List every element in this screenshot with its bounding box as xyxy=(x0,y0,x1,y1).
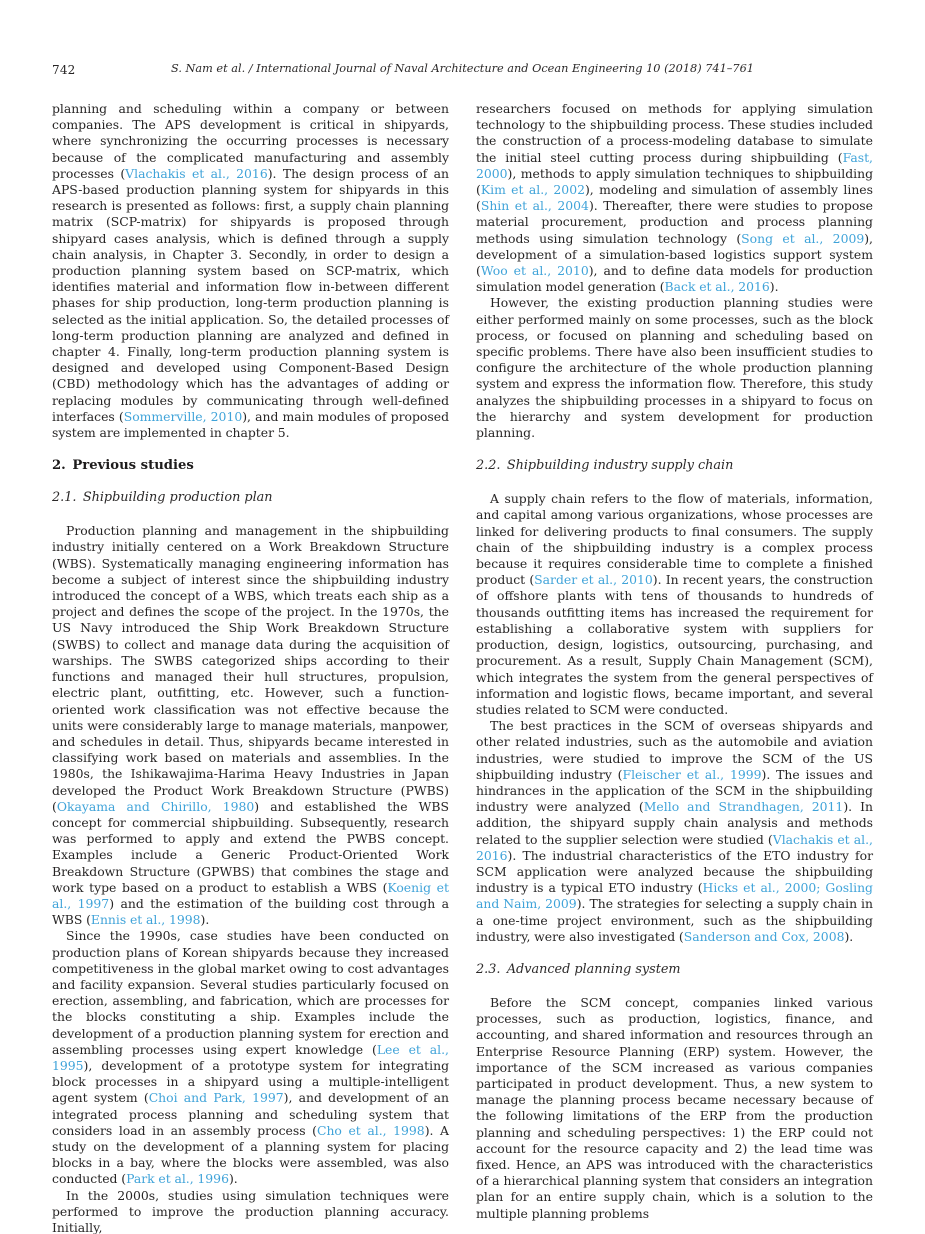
citation-link[interactable]: Lee et al., 1995 xyxy=(52,1041,449,1073)
citation-link[interactable]: Vlachakis et al., 2016 xyxy=(476,831,873,863)
paragraph: Production planning and management in the shipbuilding industry initially centered on a Work Breakdown Structure (WBS). Systematically managing engineering information has become a subject of interest since the shipbuilding industry introduced the concept of a WBS, which treats each ship as a project and defines the scope of the project. In the 1970s, the US Navy introduced the Ship Work Breakdown Structure (SWBS) to collect and manage data during the acquisition of warships. The SWBS categorized ships according to their functions and managed their hull structures, propulsion, electric plant, outfitting, etc. However, such a function-oriented work classification was not effective because the units were considerably large to manage materials, manpower, and schedules in detail. Thus, shipyards became interested in classifying work based on materials and assemblies. In the 1980s, the Ishikawajima-Harima Heavy Industries in Japan developed the Product Work Breakdown Structure (PWBS) (Okayama and Chirillo, 1980) and established the WBS concept for commercial shipbuilding. Subsequently, research was performed to apply and extend the PWBS concept. Examples include a Generic Product-Oriented Work Breakdown Structure (GPWBS) that combines the stage and work type based on a product to establish a WBS (Koenig et al., 1997) and the estimation of the building cost through a WBS (Ennis et al., 1998). xyxy=(52,523,449,928)
running-head xyxy=(52,62,873,80)
paragraph: The best practices in the SCM of overseas shipyards and other related industries, such as the automobile and aviation industries, were studied to improve the SCM of the US shipbuilding industry (Fleischer et al., 1999). The issues and hindrances in the application of the SCM in the shipbuilding industry were analyzed (Mello and Strandhagen, 2011). In addition, the shipyard supply chain analysis and methods related to the supplier selection were studied (Vlachakis et al., 2016). The industrial characteristics of the ETO industry for SCM application were analyzed because the shipbuilding industry is a typical ETO industry (Hicks et al., 2000; Gosling and Naim, 2009). The strategies for selecting a supply chain in a one-time project environment, such as the shipbuilding industry, were also investigated (Sanderson and Cox, 2008). xyxy=(476,718,874,944)
citation-link[interactable]: Okayama and Chirillo, 1980 xyxy=(56,798,255,814)
paragraph: planning and scheduling within a company or between companies. The APS development is critical in shipyards, where synchronizing the occurring processes is necessary because of the complicated manufacturing and assembly processes (Vlachakis et al., 2016). The design process of an APS-based production planning system for shipyards in this research is presented as follows: first, a supply chain planning matrix (SCP-matrix) for shipyards is proposed through shipyard cases analysis, which is defined through a supply chain analysis, in Chapter 3. Secondly, in order to design a production planning system based on SCP-matrix, which identifies material and information flow in-between different phases for ship production, long-term production planning is selected as the initial application. So, the detailed processes of long-term production planning are analyzed and defined in chapter 4. Finally, long-term production planning system is designed and developed using Component-Based Design (CBD) methodology which has the advantages of adding or replacing modules by communicating through well-defined interfaces (Sommerville, 2010), and main modules of proposed system are implemented in chapter 5. xyxy=(52,101,449,441)
citation-link[interactable]: Fast, 2000 xyxy=(476,149,873,181)
citation-link[interactable]: Sommerville, 2010 xyxy=(123,408,243,424)
citation-link[interactable]: Shin et al., 2004 xyxy=(480,198,589,214)
citation-link[interactable]: Ennis et al., 1998 xyxy=(90,912,201,928)
citation-link[interactable]: Sanderson and Cox, 2008 xyxy=(683,928,845,944)
citation-link[interactable]: Koenig et al., 1997 xyxy=(52,879,449,911)
paragraph: Before the SCM concept, companies linked various processes, such as production, logistics, finance, and accounting, and shared information and resources through an Enterprise Resource Planning (ERP) system. However, the importance of the SCM increased as various companies participated in product development. Thus, a new system to manage the planning process became necessary because of the following limitations of the ERP from the production planning and scheduling perspectives: 1) the ERP could not account for the resource capacity and 2) the lead time was fixed. Hence, an APS was introduced with the characteristics of a hierarchical planning system that considers an integration plan for an entire supply chain, which is a solution to the multiple planning problems xyxy=(476,994,873,1221)
subsection-heading: 2.1. Shipbuilding production plan xyxy=(52,490,273,506)
citation-link[interactable]: Vlachakis et al., 2016 xyxy=(125,165,268,181)
right-column xyxy=(476,101,873,1234)
citation-link[interactable]: Sarder et al., 2010 xyxy=(534,572,653,588)
citation-link[interactable]: Park et al., 1996 xyxy=(126,1171,229,1187)
citation-link[interactable]: Back et al., 2016 xyxy=(664,279,770,295)
citation-link[interactable]: Mello and Strandhagen, 2011 xyxy=(643,799,844,815)
left-column xyxy=(52,101,449,1234)
citation-link[interactable]: Kim et al., 2002 xyxy=(480,182,585,198)
citation-link[interactable]: Fleischer et al., 1999 xyxy=(622,766,762,782)
subsection-heading: 2.3. Advanced planning system xyxy=(476,961,681,977)
page-number: 742 xyxy=(52,63,76,77)
paragraph: However, the existing production planning studies were either performed mainly on some processes, such as the block process, or focused on planning and scheduling based on specific problems. There have also been insufficient studies to configure the architecture of the whole production planning system and express the information flow. Therefore, this study analyzes the shipbuilding processes in a shipyard to focus on the hierarchy and system development for production planning. xyxy=(476,295,873,441)
paragraph: Since the 1990s, case studies have been conducted on production plans of Korean shipyards because they increased competitiveness in the global market owing to cost advantages and facility expansion. Several studies particularly focused on erection, assembling, and fabrication, which are processes for the blocks constituting a ship. Examples include the development of a production planning system for erection and assembling processes using expert knowledge (Lee et al., 1995), development of a prototype system for integrating block processes in a shipyard using a multiple-intelligent agent system (Choi and Park, 1997), and development of an integrated process planning and scheduling system that considers load in an assembly process (Cho et al., 1998). A study on the development of a planning system for placing blocks in a bay, where the blocks were assembled, was also conducted (Park et al., 1996). xyxy=(52,928,450,1187)
citation-link[interactable]: Woo et al., 2010 xyxy=(480,263,589,279)
section-heading: 2. Previous studies xyxy=(52,458,194,474)
paragraph: In the 2000s, studies using simulation techniques were performed to improve the production planning accuracy. Initially, xyxy=(52,1187,449,1234)
paragraph: A supply chain refers to the flow of materials, information, and capital among various organizations, whose processes are linked for delivering products to final consumers. The supply chain of the shipbuilding industry is a complex process because it requires considerable time to complete a finished product (Sarder et al., 2010). In recent years, the construction of offshore plants with tens of thousands to hundreds of thousands outfitting items has increased the requirement for establishing a collaborative system with suppliers for production, design, logistics, outsourcing, purchasing, and procurement. As a result, Supply Chain Management (SCM), which integrates the system from the general perspectives of information and logistic flows, became important, and several studies related to SCM were conducted. xyxy=(476,491,873,717)
citation-link[interactable]: Cho et al., 1998 xyxy=(316,1122,425,1138)
citation-link[interactable]: Hicks et al., 2000; Gosling and Naim, 2009 xyxy=(476,880,873,912)
subsection-heading: 2.2. Shipbuilding industry supply chain xyxy=(476,458,734,474)
two-column-body xyxy=(52,101,873,1234)
citation-link[interactable]: Song et al., 2009 xyxy=(741,230,865,246)
paragraph: researchers focused on methods for applying simulation technology to the shipbuilding process. These studies included the construction of a process-modeling database to simulate the initial steel cutting process during shipbuilding (Fast, 2000), methods to apply simulation techniques to shipbuilding (Kim et al., 2002), modeling and simulation of assembly lines (Shin et al., 2004). Thereafter, there were studies to propose material procurement, production and process planning methods using simulation technology (Song et al., 2009), development of a simulation-based logistics support system (Woo et al., 2010), and to define data models for production simulation model generation (Back et al., 2016). xyxy=(476,101,874,295)
journal-citation-line: S. Nam et al. / International Journal of Naval Architecture and Ocean Engineering 10 (2018) 741–761 xyxy=(170,62,754,75)
citation-link[interactable]: Choi and Park, 1997 xyxy=(148,1090,284,1106)
